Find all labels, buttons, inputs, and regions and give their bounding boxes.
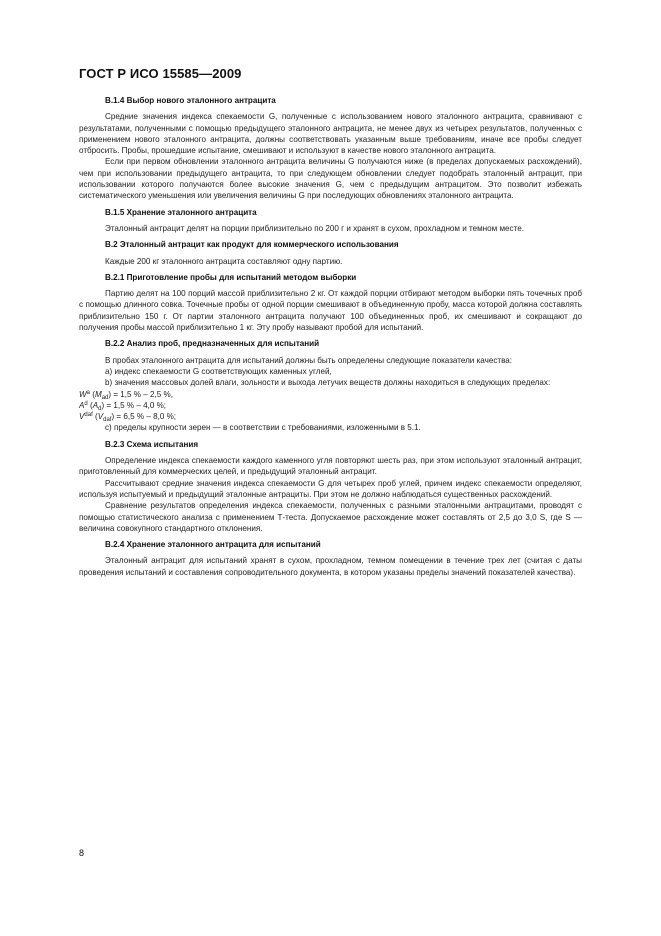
formula-range: = 6,5 % – 8,0 %; bbox=[114, 412, 177, 422]
paragraph: Каждые 200 кг эталонного антрацита составляют одну партию. bbox=[105, 256, 343, 266]
formula-sub: d bbox=[98, 405, 102, 412]
list-item-c: с) пределы крупности зерен — в соответствии с требованиями, изложенными в 5.1. bbox=[105, 423, 421, 433]
page-number: 8 bbox=[79, 848, 85, 858]
paragraph: Партию делят на 100 порций массой приблизительно 2 кг. От каждой порции отбирают методом выборки пять точечных проб с помощью длинного совка. Точечные пробы от одной порции смешивают в объединенную пробу, масса которой должна составлять приблизительно 150 г. От партии эталонного антрацита получают 100 объединенных проб, их смешивают и сокращают до получения пробы массой приблизительно 1 кг. Эту пробу называют пробой для испытаний. bbox=[79, 289, 582, 333]
formula-sup: d bbox=[84, 400, 88, 407]
paragraph: Эталонный антрацит делят на порции приблизительно по 200 г и хранят в сухом, прохладном и темном месте. bbox=[105, 223, 524, 233]
formula-moisture: $W^a$ $(M_{ad}) = 1,5$ % – 2,5 %, bbox=[79, 389, 173, 401]
paragraph: Рассчитывают средние значения индекса спекаемости G для четырех проб углей, причем индекс спекаемости определяют, используя испытуемый и предыдущий эталонные антрациты. При этом не должно наблюдаться существенных расхождений. bbox=[79, 478, 582, 499]
section-heading-b22: В.2.2 Анализ проб, предназначенных для испытаний bbox=[105, 339, 320, 349]
formula-range: = 1,5 % – 2,5 %, bbox=[111, 389, 173, 399]
paragraph: Если при первом обновлении эталонного антрацита величины G получаются ниже (в пределах допускаемых расхождений), чем при использовании предыдущего антрацита, то при следующем обновлении следует подобрать эталонный антрацит, при использовании которого получаются более высокие значения G, чем с предыдущим антрацитом. Это позволит избежать систематического уменьшения или увеличения величины G при последующих обновлениях эталонного антрацита. bbox=[79, 157, 582, 201]
document-header: ГОСТ Р ИСО 15585—2009 bbox=[79, 66, 242, 81]
paragraph: В пробах эталонного антрацита для испытаний должны быть определены следующие показатели качества: bbox=[105, 355, 513, 365]
formula-sup: daf bbox=[84, 412, 93, 419]
section-heading-b23: В.2.3 Схема испытания bbox=[105, 439, 199, 449]
section-heading-b24: В.2.4 Хранение эталонного антрацита для испытаний bbox=[105, 540, 321, 550]
formula-range: = 1,5 % – 4,0 %; bbox=[104, 400, 167, 410]
section-heading-b14: В.1.4 Выбор нового эталонного антрацита bbox=[105, 96, 276, 105]
formula-sup: a bbox=[86, 389, 90, 396]
paragraph: Средние значения индекса спекаемости G, полученные с использованием нового эталонного антрацита, сравнивают с результатами, полученными с помощью предыдущего эталонного антрацита, не менее двух из четырех результатов, полученных с применением нового эталонного антрацита, должны соответствовать указанным выше требованиям, иначе все пробы следует отбросить. Пробы, прошедшие испытание, смешивают и используют в качестве нового эталонного антрацита. bbox=[79, 112, 582, 156]
formula-symbol: W bbox=[79, 389, 87, 399]
list-item-a: а) индекс спекаемости G соответствующих каменных углей, bbox=[105, 366, 332, 376]
document-body bbox=[79, 95, 582, 578]
paragraph: Определение индекса спекаемости каждого каменного угля повторяют шесть раз, при этом используют эталонный антрацит, приготовленный для коммерческих целей, и предыдущий эталонный антрацит. bbox=[79, 456, 582, 477]
formula-symbol: A bbox=[79, 400, 85, 410]
list-item-b: b) значения массовых долей влаги, зольности и выхода летучих веществ должны находиться в следующих пределах: bbox=[105, 378, 551, 388]
section-heading-b15: В.1.5 Хранение эталонного антрацита bbox=[105, 207, 257, 217]
formula-sub: daf bbox=[103, 417, 112, 424]
paragraph: Сравнение результатов определения индекса спекаемости, полученных с разными эталонными антрацитами, проводят с помощью статистического анализа с применением Т-теста. Допускаемое расхождение может составлять от 2,5 до 3,0 S, где S — величина совокупного стандартного отклонения. bbox=[79, 501, 582, 533]
section-heading-b21: В.2.1 Приготовление пробы для испытаний методом выборки bbox=[105, 272, 357, 282]
section-heading-b2: В.2 Эталонный антрацит как продукт для коммерческого использования bbox=[105, 240, 399, 250]
paragraph: Эталонный антрацит для испытаний хранят в сухом, прохладном, темном помещении в течение трех лет (считая с даты проведения испытаний и составления сопроводительного документа, в котором указаны пределы значений показателей качества). bbox=[79, 556, 582, 577]
formula-arg: A bbox=[92, 400, 99, 410]
formula-arg: M bbox=[94, 389, 102, 399]
formula-sub: ad bbox=[101, 394, 109, 401]
formula-symbol: V bbox=[79, 412, 85, 422]
formula-volatile: $V^{daf}$ $(V_{daf}) = 6,5$ % – 8,0 %; bbox=[79, 412, 177, 424]
formula-ash: $A^d$ $(A_d) = 1,5$ % – 4,0 %; bbox=[79, 400, 167, 412]
formula-arg: V bbox=[97, 412, 104, 422]
